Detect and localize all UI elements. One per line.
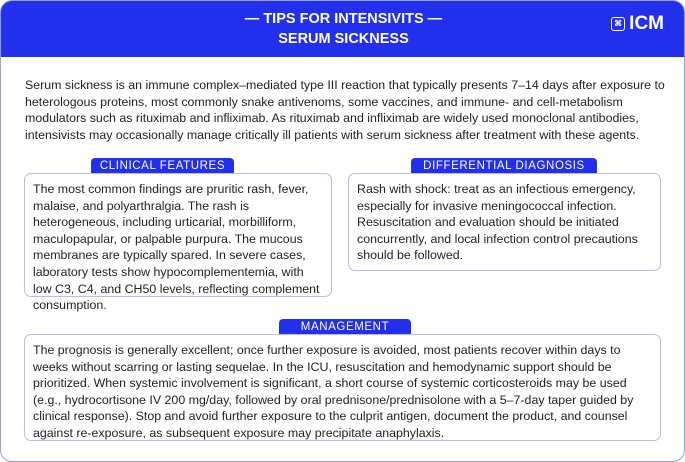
icm-logo-icon: ⌘ — [611, 17, 625, 31]
header-subtitle: SERUM SICKNESS — [278, 31, 409, 47]
intro-paragraph: Serum sickness is an immune complex–mediated type III reaction that typically presents 7–14 days after exposure to heterologous proteins, most commonly snake antivenoms, some vaccines, and immune- and cell-metabolism modulators such as rituximab and infliximab. As rituximab and infliximab are widely used monoclonal antibodies, intensivists may occasionally manage critically ill patients with serum sickness after treatment with these agents. — [25, 78, 665, 142]
management-label: MANAGEMENT — [279, 319, 411, 335]
icm-logo — [611, 14, 664, 33]
differential-diagnosis-label: DIFFERENTIAL DIAGNOSIS — [411, 158, 597, 174]
management-box: The prognosis is generally excellent; once further exposure is avoided, most patients recover within days to weeks without scarring or lasting sequelae. In the ICU, resuscitation and hemodynamic support should be prioritized. When systemic involvement is significant, a short course of systemic corticosteroids may be used (e.g., hydrocortisone IV 200 mg/day, followed by oral prednisone/prednisolone with a 5–7-day taper guided by clinical response). Stop and avoid further exposure to the culprit antigen, document the product, and counsel against re-exposure, as subsequent exposure may precipitate anaphylaxis. — [24, 334, 661, 441]
header-title: — TIPS FOR INTENSIVITS — — [244, 11, 443, 27]
clinical-features-label: CLINICAL FEATURES — [91, 158, 234, 174]
logo-text: ICM — [629, 13, 664, 34]
clinical-features-box: The most common findings are pruritic rash, fever, malaise, and polyarthralgia. The rash is heterogeneous, including urticarial, morbilliform, maculopapular, or palpable purpura. The mucous membranes are typically spared. In severe cases, laboratory tests show hypocomplementemia, with low C3, C4, and CH50 levels, reflecting complement consumption. — [24, 173, 332, 297]
differential-diagnosis-box: Rash with shock: treat as an infectious emergency, especially for invasive meningococcal infection. Resuscitation and evaluation should be initiated concurrently, and local infection control precautions should be followed. — [348, 173, 661, 271]
header-banner — [1, 1, 685, 57]
